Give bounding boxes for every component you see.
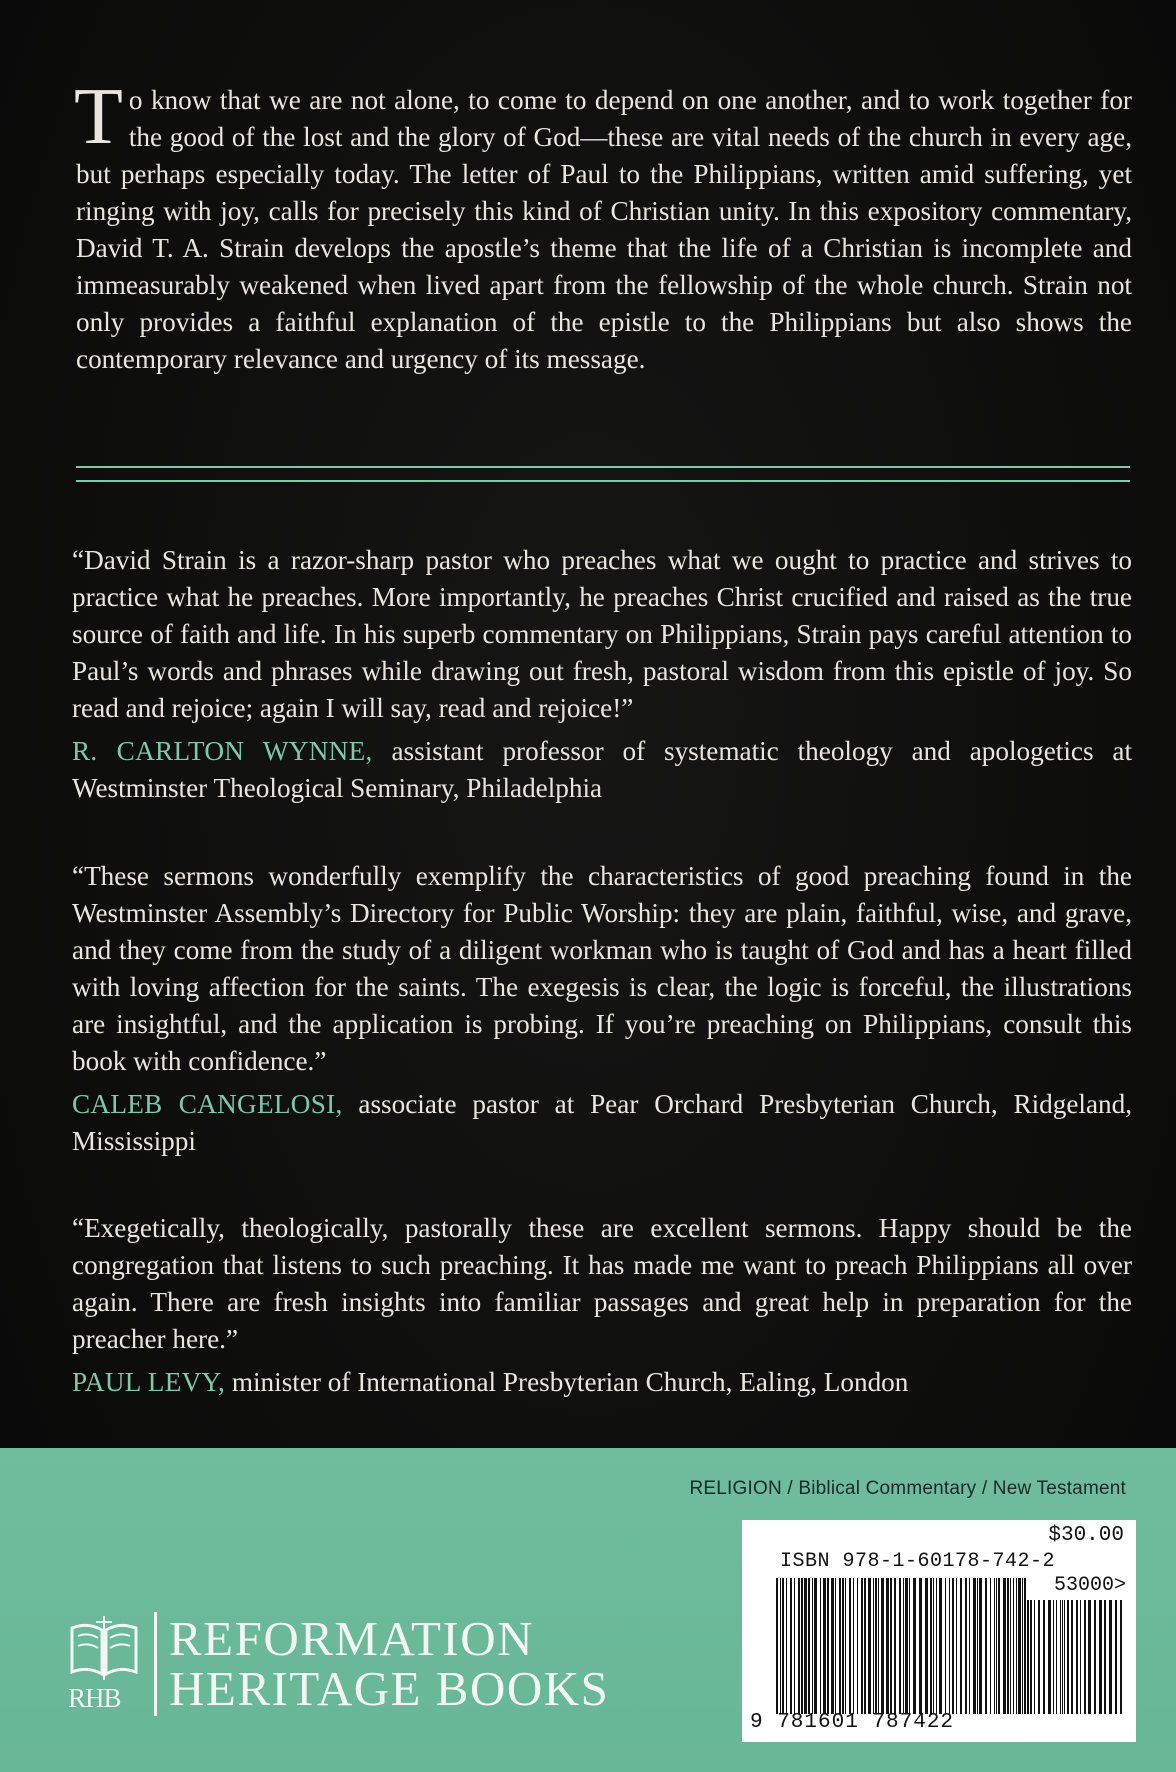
endorsement-quote: “David Strain is a razor-sharp pastor who preaches what we ought to practice and strives to practice what he preaches. More importantly, he preaches Christ crucified and raised as the true source of faith and life. In his superb commentary on Philippians, Strain pays careful attention to Paul’s words and phrases while drawing out fresh, pastoral wisdom from this epistle of joy. So read and rejoice; again I will say, read and rejoice!” [72,545,1132,723]
logo-initials: RHB [68,1683,121,1713]
isbn-barcode [742,1520,1136,1742]
endorser-affiliation: minister of International Presbyterian Church, Ealing, London [225,1367,909,1397]
endorsement-1 [72,542,1132,807]
endorsement-quote: “Exegetically, theologically, pastorally these are excellent sermons. Happy should be the congregation that listens to such preaching. It has made me want to preach Philippians all over again. There are fresh insights into familiar passages and great help in preparation for the preacher here.” [72,1213,1132,1354]
price-code: 53000> [1053,1574,1126,1597]
publisher-logo [66,1610,609,1718]
endorsement-2 [72,858,1132,1160]
subject-category: RELIGION / Biblical Commentary / New Testament [689,1478,1126,1499]
description-text: o know that we are not alone, to come to depend on one another, and to work together for the good of the lost and the glory of God—these are vital needs of the church in every age, but perhaps especially today. The letter of Paul to the Philippians, written amid suffering, yet ringing with joy, calls for precisely this kind of Christian unity. In this expository commentary, David T. A. Strain develops the apostle’s theme that the life of a Christian is incomplete and immeasurably weakened when lived apart from the fellowship of the whole church. Strain not only provides a faithful explanation of the epistle to the Philippians but also shows the contemporary relevance and urgency of its message. [76,85,1132,374]
endorsement-3 [72,1210,1132,1401]
endorsement-attribution [72,1086,1132,1160]
endorsement-attribution [72,733,1132,807]
endorsement-quote: “These sermons wonderfully exemplify the characteristics of good preaching found in the Westminster Assembly’s Directory for Public Worship: they are plain, faithful, wise, and grave, and they come from the study of a diligent workman who is taught of God and has a heart filled with loving affection for the saints. The exegesis is clear, the logic is forceful, the illustrations are insightful, and the application is probing. If you’re preaching on Philippians, consult this book with confidence.” [72,861,1132,1076]
price-label: $30.00 [1048,1524,1124,1547]
endorser-name: R. CARLTON WYNNE, [72,736,373,766]
logo-divider [154,1612,157,1716]
barcode-digits: 9 781601 787422 [750,1711,955,1734]
open-book-icon [66,1614,142,1714]
divider-line-top [76,466,1130,468]
publisher-name-line-1: REFORMATION [169,1611,534,1666]
endorser-affiliation: associate pastor at Pear Orchard Presbyterian Church, Ridgeland, Mississippi [72,1089,1132,1156]
book-description [74,73,1132,378]
endorsement-attribution [72,1364,1132,1401]
endorser-affiliation: assistant professor of systematic theology and apologetics at Westminster Theological Seminary, Philadelphia [72,736,1133,803]
publisher-name [169,1611,610,1716]
publisher-name-line-2: HERITAGE BOOKS [169,1661,610,1716]
isbn-label: ISBN 978-1-60178-742-2 [780,1550,1056,1573]
divider-line-bottom [76,480,1130,482]
endorser-name: PAUL LEVY, [72,1367,226,1397]
drop-cap: T [74,73,123,161]
endorser-name: CALEB CANGELOSI, [72,1089,343,1119]
barcode-bars [776,1578,1126,1714]
